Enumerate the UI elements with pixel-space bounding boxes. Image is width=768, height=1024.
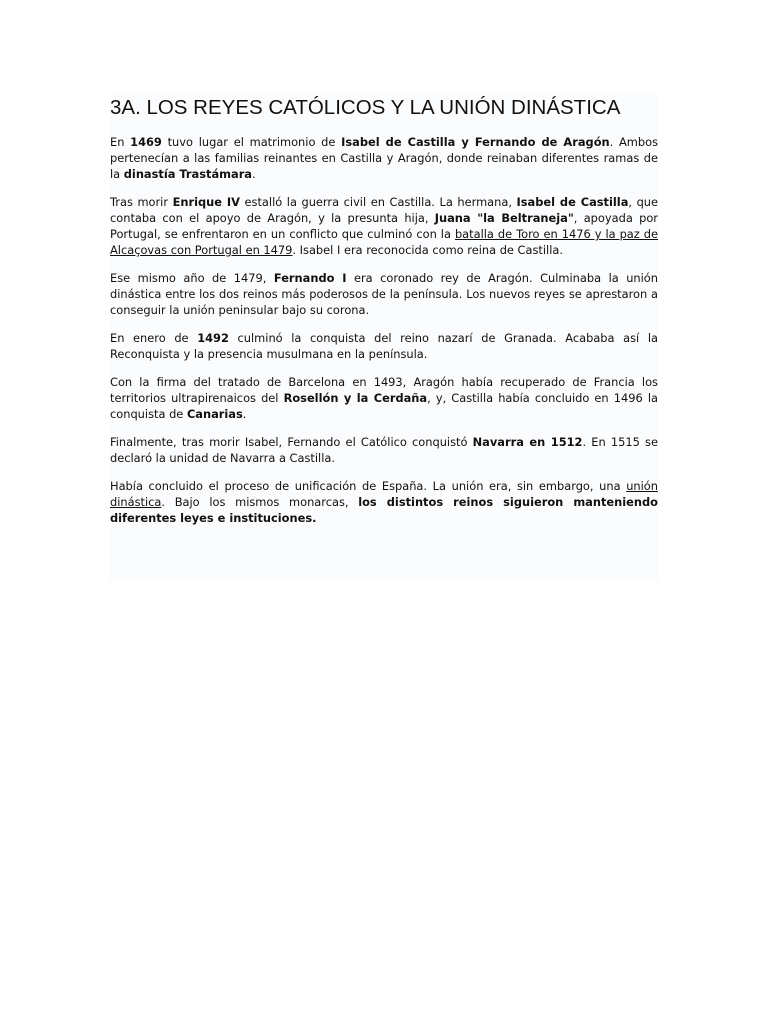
bold-span: Enrique IV	[172, 195, 240, 209]
bold-span: Fernando I	[273, 271, 347, 285]
bold-span: los distintos reinos siguieron manteniendo diferentes leyes e instituciones.	[110, 495, 658, 525]
text-span: En enero de	[110, 331, 198, 345]
text-span: era coronado rey de Aragón. Culminaba la unión dinástica entre los dos reinos más poderosos de la península. Los nuevos reyes se aprestaron a conseguir la unión peninsular bajo su corona.	[110, 271, 658, 317]
text-span: Ese mismo año de 1479,	[110, 271, 274, 285]
text-span: estalló la guerra civil en Castilla. La hermana,	[239, 195, 517, 209]
text-span: . Ambos pertenecían a las familias reinantes en Castilla y Aragón, donde reinaban diferentes ramas de la	[110, 135, 659, 181]
text-span: , que contaba con el apoyo de Aragón, y la presunta hija,	[110, 195, 659, 225]
bold-span: Juana "la Beltraneja"	[434, 211, 574, 225]
text-span: .	[252, 167, 256, 181]
text-span: En	[110, 135, 131, 149]
paragraph-fernando	[110, 270, 658, 318]
text-span: , apoyada por Portugal, se enfrentaron en un conflicto que culminó con la	[110, 211, 658, 241]
text-span: Finalmente, tras morir Isabel, Fernando el Católico conquistó	[110, 435, 473, 449]
bold-span: Navarra en 1512	[472, 435, 583, 449]
text-span: . En 1515 se declaró la unidad de Navarra a Castilla.	[110, 435, 658, 465]
paragraph-navarra	[110, 434, 658, 466]
text-span: culminó la conquista del reino nazarí de Granada. Acababa así la Reconquista y la presencia musulmana en la península.	[110, 331, 658, 361]
page-title: 3A. LOS REYES CATÓLICOS Y LA UNIÓN DINÁSTICA	[110, 96, 621, 119]
paragraph-unificacion	[110, 478, 658, 526]
bold-span: Isabel de Castilla y Fernando de Aragón	[341, 135, 610, 149]
text-span: . Bajo los mismos monarcas,	[161, 495, 359, 509]
bold-span: 1492	[197, 331, 229, 345]
text-span: , y, Castilla había concluido en 1496 la conquista de	[110, 391, 658, 421]
bold-span: dinastía Trastámara	[123, 167, 252, 181]
text-span: Tras morir	[110, 195, 173, 209]
bold-span: Isabel de Castilla	[516, 195, 629, 209]
text-span: tuvo lugar el matrimonio de	[161, 135, 342, 149]
paragraph-guerra-civil	[110, 194, 658, 258]
text-span: Con la firma del tratado de Barcelona en 1493, Aragón había recuperado de Francia los territorios ultrapirenaicos del	[110, 375, 658, 405]
text-span: Había concluido el proceso de unificación de España. La unión era, sin embargo, una	[110, 479, 627, 493]
document-body	[110, 134, 658, 526]
bold-span: Rosellón y la Cerdaña	[283, 391, 428, 405]
bold-span: Canarias	[186, 407, 243, 421]
underlined-span: unión dinástica	[110, 479, 658, 509]
bold-span: 1469	[130, 135, 162, 149]
underlined-span: batalla de Toro en 1476 y la paz de Alcaçovas con Portugal en 1479	[110, 227, 659, 257]
paragraph-granada	[110, 330, 658, 362]
paragraph-barcelona	[110, 374, 658, 422]
text-span: .	[242, 407, 247, 421]
text-span: . Isabel I era reconocida como reina de Castilla.	[292, 243, 563, 257]
paragraph-matrimonio	[110, 134, 658, 182]
